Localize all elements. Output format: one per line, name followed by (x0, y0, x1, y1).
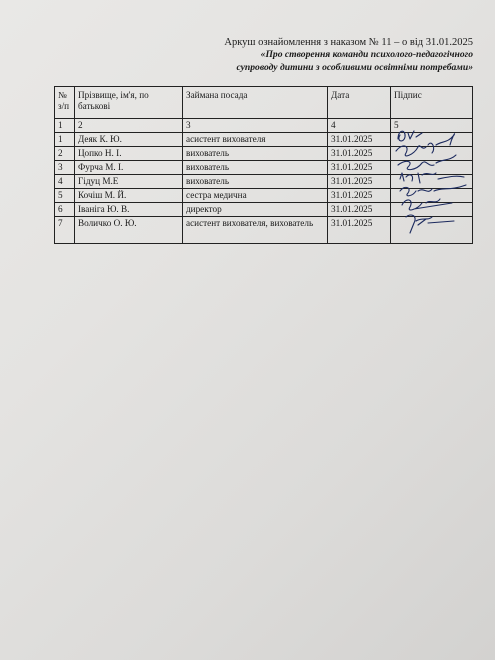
row-position: асистент вихователя (183, 133, 328, 147)
row-position: вихователь (183, 147, 328, 161)
row-name: Воличко О. Ю. (75, 217, 183, 244)
row-number: 6 (55, 203, 75, 217)
row-date: 31.01.2025 (328, 217, 391, 244)
numbering-cell: 1 (55, 119, 75, 133)
numbering-cell: 3 (183, 119, 328, 133)
row-position: сестра медична (183, 189, 328, 203)
table-header-row (55, 87, 473, 119)
row-position: вихователь (183, 175, 328, 189)
row-name: Цопко Н. І. (75, 147, 183, 161)
row-name: Фурча М. І. (75, 161, 183, 175)
col-header-signature: Підпис (391, 87, 473, 119)
row-date: 31.01.2025 (328, 161, 391, 175)
col-header-date: Дата (328, 87, 391, 119)
header-title: Аркуш ознайомлення з наказом № 11 – о від 31.01.2025 (224, 37, 473, 48)
col-header-name: Прізвище, ім'я, по батькові (75, 87, 183, 119)
row-number: 4 (55, 175, 75, 189)
row-name: Гідуц М.Е (75, 175, 183, 189)
signature-6 (402, 199, 452, 210)
row-name: Деяк К. Ю. (75, 133, 183, 147)
row-name: Іваніга Ю. В. (75, 203, 183, 217)
numbering-cell: 4 (328, 119, 391, 133)
header-subtitle-line-2: супроводу дитини з особливими освітніми потребами» (236, 61, 473, 73)
numbering-cell: 5 (391, 119, 473, 133)
handwritten-signatures (392, 125, 482, 240)
signature-4 (400, 173, 464, 183)
row-date: 31.01.2025 (328, 133, 391, 147)
row-date: 31.01.2025 (328, 147, 391, 161)
signature-5 (400, 185, 466, 196)
row-position: асистент вихователя, вихователь (183, 217, 328, 244)
col-header-position: Займана посада (183, 87, 328, 119)
signature-1 (398, 131, 422, 141)
row-date: 31.01.2025 (328, 203, 391, 217)
row-position: директор (183, 203, 328, 217)
document-header (173, 36, 473, 74)
row-position: вихователь (183, 161, 328, 175)
row-date: 31.01.2025 (328, 175, 391, 189)
row-number: 1 (55, 133, 75, 147)
row-number: 3 (55, 161, 75, 175)
row-number: 5 (55, 189, 75, 203)
col-header-number: № з/п (55, 87, 75, 119)
row-number: 7 (55, 217, 75, 244)
row-number: 2 (55, 147, 75, 161)
row-date: 31.01.2025 (328, 189, 391, 203)
row-name: Кочіш М. Й. (75, 189, 183, 203)
numbering-cell: 2 (75, 119, 183, 133)
header-subtitle-line-1: «Про створення команди психолого-педагогічного (260, 49, 473, 60)
signature-7 (406, 215, 454, 233)
signature-3 (398, 155, 456, 170)
